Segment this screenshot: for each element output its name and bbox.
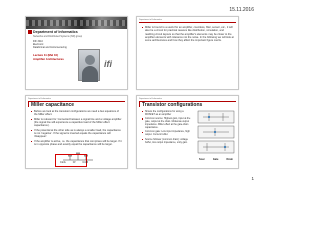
department-name: Department of Informatics: [33, 30, 78, 34]
title-accent-bar: [28, 102, 29, 107]
course-line: Dataformat and Instrumentering: [33, 46, 67, 50]
figure-label: Gate: [212, 158, 219, 161]
figure-labels: [195, 158, 237, 161]
header-banner-image: [26, 17, 127, 29]
page-number: 1: [251, 176, 254, 181]
bullet-item: Shows the configurations for using a MOSFET as an amplifier: [142, 110, 193, 116]
bullet-item: If the amplifier is active, i.e. the capacitance that comprises will be larger. If it is in opposite phase and exactly equal the capacitance will be larger.: [31, 140, 123, 147]
bullet-item: Miller is relevant for 'connected between a signal line and a voltage amplifier (the signal line will experience a capacitive load of the Miller effect capacitance).: [31, 118, 123, 128]
ifi-logo-icon: ifi: [104, 59, 112, 69]
figure-label: Drain: [226, 158, 233, 161]
bullet-item: Common source: Highest gain, input at the gate, output at the drain. Moderate output impedance. Miller effect at the gate-drain capacitance.: [142, 117, 193, 129]
figure-label: Sour: [199, 158, 205, 161]
group-name: Networks and Distributed Systems (ND) group: [33, 34, 83, 38]
course-line: INF 3410: [33, 40, 43, 43]
title-accent-bar: [139, 102, 140, 107]
bullet-item: Source follower (common drain): voltage buffer, low output impedance, unity gain.: [142, 138, 193, 144]
bullet-item: Miller is bound to a useful for an amplifier, countless, filter, sensor, etc., it will also be a circuit for practical reasons like distribution, simulation, and realizing circuit layouts so that the amplifier's elements may be closer to the amplifier elements with tolerance not the noise. In the following we will look at some architectures and how they affect the important figure merits.: [142, 26, 234, 42]
bullet-item: If the potential at the other side as is always a smaller load, the capacitance is not 'negative'. If the signal is inverted equals the capacitance will 'disappear'.: [31, 129, 123, 139]
slide-transistor-configurations: [136, 95, 239, 169]
slide-title: Miller capacitance: [31, 101, 75, 108]
transistor-configurations-figure: [195, 109, 237, 164]
bullet-item: Before we look at the transistor configurations we need a few equations of the Miller effect.: [31, 110, 123, 117]
bullet-list: [31, 110, 123, 148]
bullet-item: Common gate: Low input impedance, high output. Current buffer.: [142, 130, 193, 136]
slide-miller-capacitance: [25, 95, 128, 169]
bullet-list: [142, 110, 193, 145]
circuit-labels: [60, 161, 88, 164]
lecture-number: Lecture 11 (Mel 10): [33, 53, 59, 57]
page-date: 15.11.2016: [229, 7, 254, 13]
slide-title: Transistor configurations: [142, 101, 203, 108]
course-info: [33, 40, 67, 50]
slide-header-label: Department of Informatics: [139, 97, 163, 100]
lecture-title: [33, 54, 64, 61]
slide-intro: [136, 16, 239, 90]
lecturer-photo: [78, 49, 100, 81]
bullet-list: [142, 26, 234, 44]
circuit-label: CinB: [82, 160, 88, 164]
slide-title: [25, 16, 128, 90]
slide-header-label: Department of Informatics: [28, 97, 52, 100]
lecture-subtitle: Amplifier Architectures: [33, 56, 64, 61]
course-line: Electronic: [33, 43, 44, 47]
university-logo-icon: [28, 30, 32, 34]
circuit-label: CinA: [60, 160, 66, 164]
circuit-label: Cf: [72, 160, 76, 164]
slide-header-label: Department of Informatics: [139, 18, 163, 21]
